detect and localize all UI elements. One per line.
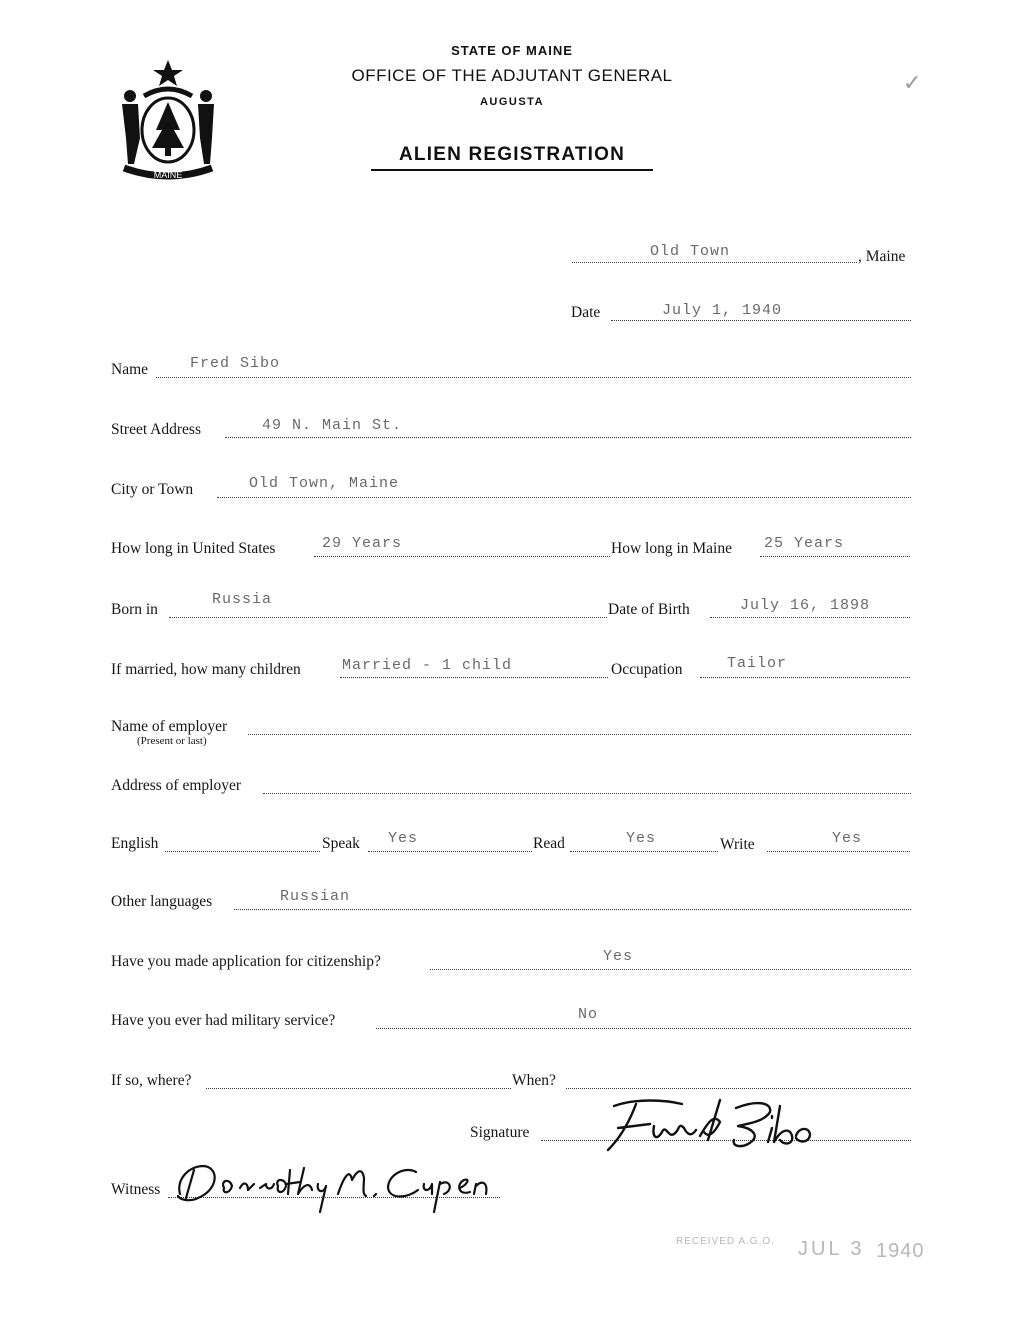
occupation-value[interactable]: Tailor — [727, 655, 788, 672]
write-value[interactable]: Yes — [832, 830, 863, 847]
military-value[interactable]: No — [578, 1006, 599, 1023]
how-long-maine-line — [760, 556, 910, 557]
where-line — [206, 1088, 511, 1089]
name-label: Name — [111, 361, 149, 378]
if-so-where-label: If so, where? — [111, 1072, 192, 1089]
city-heading: AUGUSTA — [479, 96, 545, 108]
date-of-birth-label: Date of Birth — [608, 601, 690, 618]
signature-label: Signature — [470, 1124, 530, 1141]
office-heading: OFFICE OF THE ADJUTANT GENERAL — [351, 66, 673, 85]
write-line — [767, 851, 910, 852]
born-in-label: Born in — [111, 601, 158, 618]
married-children-line — [340, 677, 608, 678]
how-long-us-label: How long in United States — [111, 540, 276, 557]
read-value[interactable]: Yes — [626, 830, 657, 847]
street-address-label: Street Address — [111, 421, 201, 438]
title-underline — [371, 169, 653, 171]
write-label: Write — [720, 836, 755, 853]
english-label: English — [111, 835, 159, 852]
occupation-label: Occupation — [611, 661, 683, 678]
married-children-value[interactable]: Married - 1 child — [342, 657, 513, 674]
city-value[interactable]: Old Town, Maine — [249, 475, 400, 492]
military-line — [376, 1028, 911, 1029]
form-title: ALIEN REGISTRATION — [398, 144, 626, 165]
how-long-us-value[interactable]: 29 Years — [322, 535, 403, 552]
city-label: City or Town — [111, 481, 194, 498]
date-line — [611, 320, 911, 321]
witness-label: Witness — [111, 1181, 161, 1198]
place-line — [572, 262, 857, 263]
read-line — [570, 851, 718, 852]
date-value[interactable]: July 1, 1940 — [662, 302, 783, 319]
street-address-value[interactable]: 49 N. Main St. — [262, 417, 403, 434]
employer-address-label: Address of employer — [111, 777, 241, 794]
seal-banner-text: MAINE — [153, 170, 183, 180]
born-in-line — [169, 617, 607, 618]
employer-address-line — [263, 793, 911, 794]
received-stamp-text: RECEIVED A.G.O. — [676, 1236, 775, 1247]
place-suffix-label: , Maine — [858, 248, 906, 265]
other-languages-line — [234, 909, 911, 910]
state-heading: STATE OF MAINE — [451, 43, 573, 58]
how-long-maine-label: How long in Maine — [611, 540, 732, 557]
name-line — [156, 377, 911, 378]
other-languages-value[interactable]: Russian — [280, 888, 351, 905]
street-address-line — [225, 437, 911, 438]
other-languages-label: Other languages — [111, 893, 213, 910]
english-line — [165, 851, 320, 852]
citizenship-value[interactable]: Yes — [603, 948, 634, 965]
occupation-line — [700, 677, 910, 678]
city-line — [217, 497, 911, 498]
when-line — [566, 1088, 911, 1089]
speak-line — [368, 851, 532, 852]
citizenship-label: Have you made application for citizenship? — [111, 953, 381, 970]
date-of-birth-value[interactable]: July 16, 1898 — [740, 597, 871, 614]
read-label: Read — [533, 835, 565, 852]
married-children-label: If married, how many children — [111, 661, 301, 678]
speak-label: Speak — [322, 835, 360, 852]
name-value[interactable]: Fred Sibo — [190, 355, 281, 372]
received-stamp-year: 1940 — [876, 1240, 925, 1262]
check-mark: ✓ — [903, 70, 922, 95]
speak-value[interactable]: Yes — [388, 830, 419, 847]
citizenship-line — [430, 969, 911, 970]
date-label: Date — [571, 304, 601, 321]
when-label: When? — [512, 1072, 556, 1089]
employer-note: (Present or last) — [137, 735, 207, 747]
employer-name-line — [248, 734, 911, 735]
military-label: Have you ever had military service? — [111, 1012, 336, 1029]
employer-name-label: Name of employer — [111, 718, 228, 735]
date-of-birth-line — [710, 617, 910, 618]
how-long-us-line — [314, 556, 610, 557]
how-long-maine-value[interactable]: 25 Years — [764, 535, 845, 552]
born-in-value[interactable]: Russia — [212, 591, 273, 608]
applicant-signature-image — [596, 1092, 826, 1156]
received-stamp-date: JUL 3 — [798, 1238, 865, 1260]
witness-signature-image — [168, 1150, 508, 1216]
place-value[interactable]: Old Town — [650, 243, 731, 260]
